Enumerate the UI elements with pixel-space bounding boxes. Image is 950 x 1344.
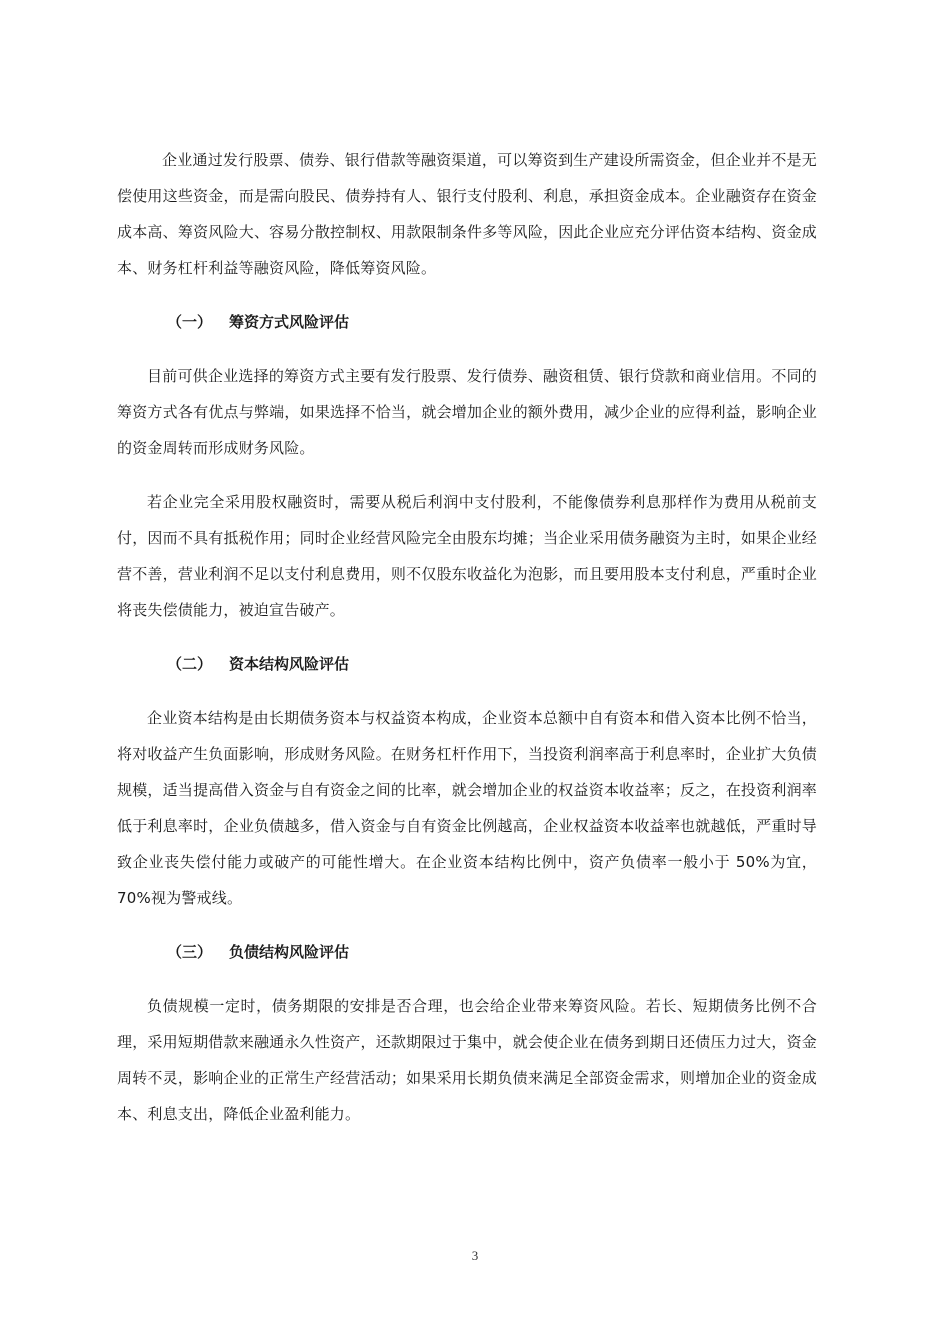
section-heading-2 bbox=[117, 646, 817, 682]
section-heading-1 bbox=[117, 304, 817, 340]
section-2-paragraph-1: 企业资本结构是由长期债务资本与权益资本构成，企业资本总额中自有资本和借入资本比例不恰当，将对收益产生负面影响，形成财务风险。在财务杠杆作用下，当投资利润率高于利息率时，企业扩大负债规模，适当提高借入资金与自有资金之间的比率，就会增加企业的权益资本收益率；反之，在投资利润率低于利息率时，企业负债越多，借入资金与自有资金比例越高，企业权益资本收益率也就越低，严重时导致企业丧失偿付能力或破产的可能性增大。在企业资本结构比例中，资产负债率一般小于 50%为宜，70%视为警戒线。 bbox=[117, 709, 817, 907]
section-heading-3 bbox=[117, 934, 817, 970]
section-number: （三） bbox=[167, 943, 213, 961]
document-body bbox=[117, 142, 817, 1150]
section-title: 筹资方式风险评估 bbox=[229, 313, 350, 331]
section-title: 资本结构风险评估 bbox=[229, 655, 350, 673]
section-number: （二） bbox=[167, 655, 213, 673]
section-number: （一） bbox=[167, 313, 213, 331]
page-number: 3 bbox=[471, 1248, 479, 1263]
section-3-paragraph-1: 负债规模一定时，债务期限的安排是否合理，也会给企业带来筹资风险。若长、短期债务比例不合理，采用短期借款来融通永久性资产，还款期限过于集中，就会使企业在债务到期日还债压力过大，资金周转不灵，影响企业的正常生产经营活动；如果采用长期负债来满足全部资金需求，则增加企业的资金成本、利息支出，降低企业盈利能力。 bbox=[117, 997, 817, 1123]
section-title: 负债结构风险评估 bbox=[229, 943, 350, 961]
intro-paragraph: 企业通过发行股票、债券、银行借款等融资渠道，可以筹资到生产建设所需资金，但企业并不是无偿使用这些资金，而是需向股民、债券持有人、银行支付股利、利息，承担资金成本。企业融资存在资金成本高、筹资风险大、容易分散控制权、用款限制条件多等风险，因此企业应充分评估资本结构、资金成本、财务杠杆利益等融资风险，降低筹资风险。 bbox=[117, 151, 817, 277]
section-1-paragraph-1: 目前可供企业选择的筹资方式主要有发行股票、发行债券、融资租赁、银行贷款和商业信用。不同的筹资方式各有优点与弊端，如果选择不恰当，就会增加企业的额外费用，减少企业的应得利益，影响企业的资金周转而形成财务风险。 bbox=[117, 367, 817, 457]
section-1-paragraph-2: 若企业完全采用股权融资时，需要从税后利润中支付股利，不能像债券利息那样作为费用从税前支付，因而不具有抵税作用；同时企业经营风险完全由股东均摊；当企业采用债务融资为主时，如果企业经营不善，营业利润不足以支付利息费用，则不仅股东收益化为泡影，而且要用股本支付利息，严重时企业将丧失偿债能力，被迫宣告破产。 bbox=[117, 493, 817, 619]
